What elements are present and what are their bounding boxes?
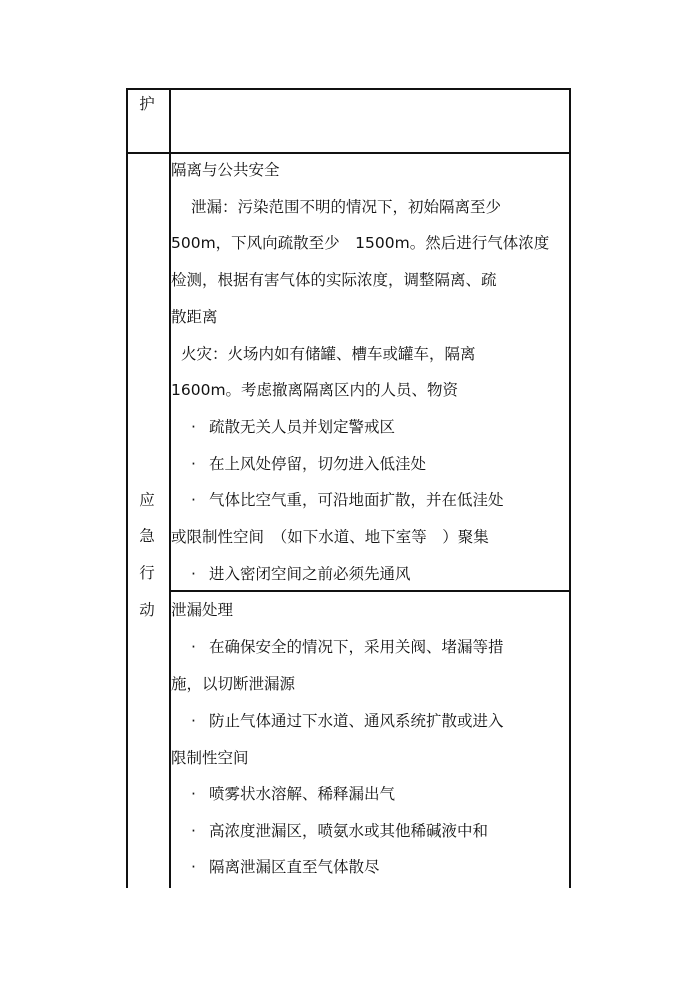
side-label-emergency-3: 行 (139, 564, 155, 582)
list-item (171, 711, 504, 731)
list-item-continuation: 施，以切断泄漏源 (171, 675, 296, 693)
side-label-emergency-1: 应 (139, 491, 155, 509)
leak-line-2: 500m，下风向疏散至少 1500m。然后进行气体浓度 (171, 234, 550, 252)
bullet-mark: · (191, 785, 196, 803)
list-item (171, 637, 504, 657)
list-item-text: 喷雾状水溶解、稀释漏出气 (209, 785, 396, 803)
bullet-mark: · (191, 822, 196, 840)
list-item-continuation: 限制性空间 (171, 749, 249, 767)
leak-line-3: 检测，根据有害气体的实际浓度，调整隔离、疏 (171, 271, 497, 289)
list-item-text: 隔离泄漏区直至气体散尽 (209, 858, 380, 876)
list-item-text: 疏散无关人员并划定警戒区 (209, 418, 396, 436)
table-left-border (126, 88, 128, 888)
list-item-text: 在确保安全的情况下，采用关阀、堵漏等措 (209, 638, 504, 656)
fire-line-2: 1600m。考虑撤离隔离区内的人员、物资 (171, 381, 459, 399)
fire-line-1: 火灾：火场内如有储罐、槽车或罐车，隔离 (181, 345, 476, 363)
list-item (171, 417, 395, 437)
list-item-text: 气体比空气重，可沿地面扩散，并在低洼处 (209, 491, 504, 509)
side-label-protection: 护 (139, 95, 155, 113)
list-item (171, 857, 380, 877)
list-item-continuation: 或限制性空间 （如下水道、地下室等 ）聚集 (171, 528, 489, 546)
leak-line-4: 散距离 (171, 308, 218, 326)
list-item (171, 784, 395, 804)
table-top-border (126, 88, 571, 90)
list-item-text: 防止气体通过下水道、通风系统扩散或进入 (209, 712, 504, 730)
bullet-mark: · (191, 455, 196, 473)
list-item-text: 高浓度泄漏区，喷氨水或其他稀碱液中和 (209, 822, 489, 840)
side-label-emergency-4: 动 (139, 601, 155, 619)
leak-handling-title: 泄漏处理 (171, 601, 234, 619)
bullet-mark: · (191, 418, 196, 436)
list-item (171, 454, 426, 474)
table-right-border (569, 88, 571, 888)
list-item-text: 在上风处停留，切勿进入低洼处 (209, 455, 427, 473)
bullet-mark: · (191, 858, 196, 876)
row-divider-protection (126, 152, 571, 154)
bullet-mark: · (191, 712, 196, 730)
list-item (171, 490, 504, 510)
leak-line-1: 泄漏：污染范围不明的情况下，初始隔离至少 (191, 198, 502, 216)
side-label-emergency-2: 急 (139, 527, 155, 545)
list-item (171, 564, 411, 584)
bullet-mark: · (191, 638, 196, 656)
bullet-mark: · (191, 565, 196, 583)
row-divider-leak-handling (169, 590, 571, 592)
bullet-mark: · (191, 491, 196, 509)
isolation-title: 隔离与公共安全 (171, 161, 280, 179)
list-item-text: 进入密闭空间之前必须先通风 (209, 565, 411, 583)
list-item (171, 821, 488, 841)
